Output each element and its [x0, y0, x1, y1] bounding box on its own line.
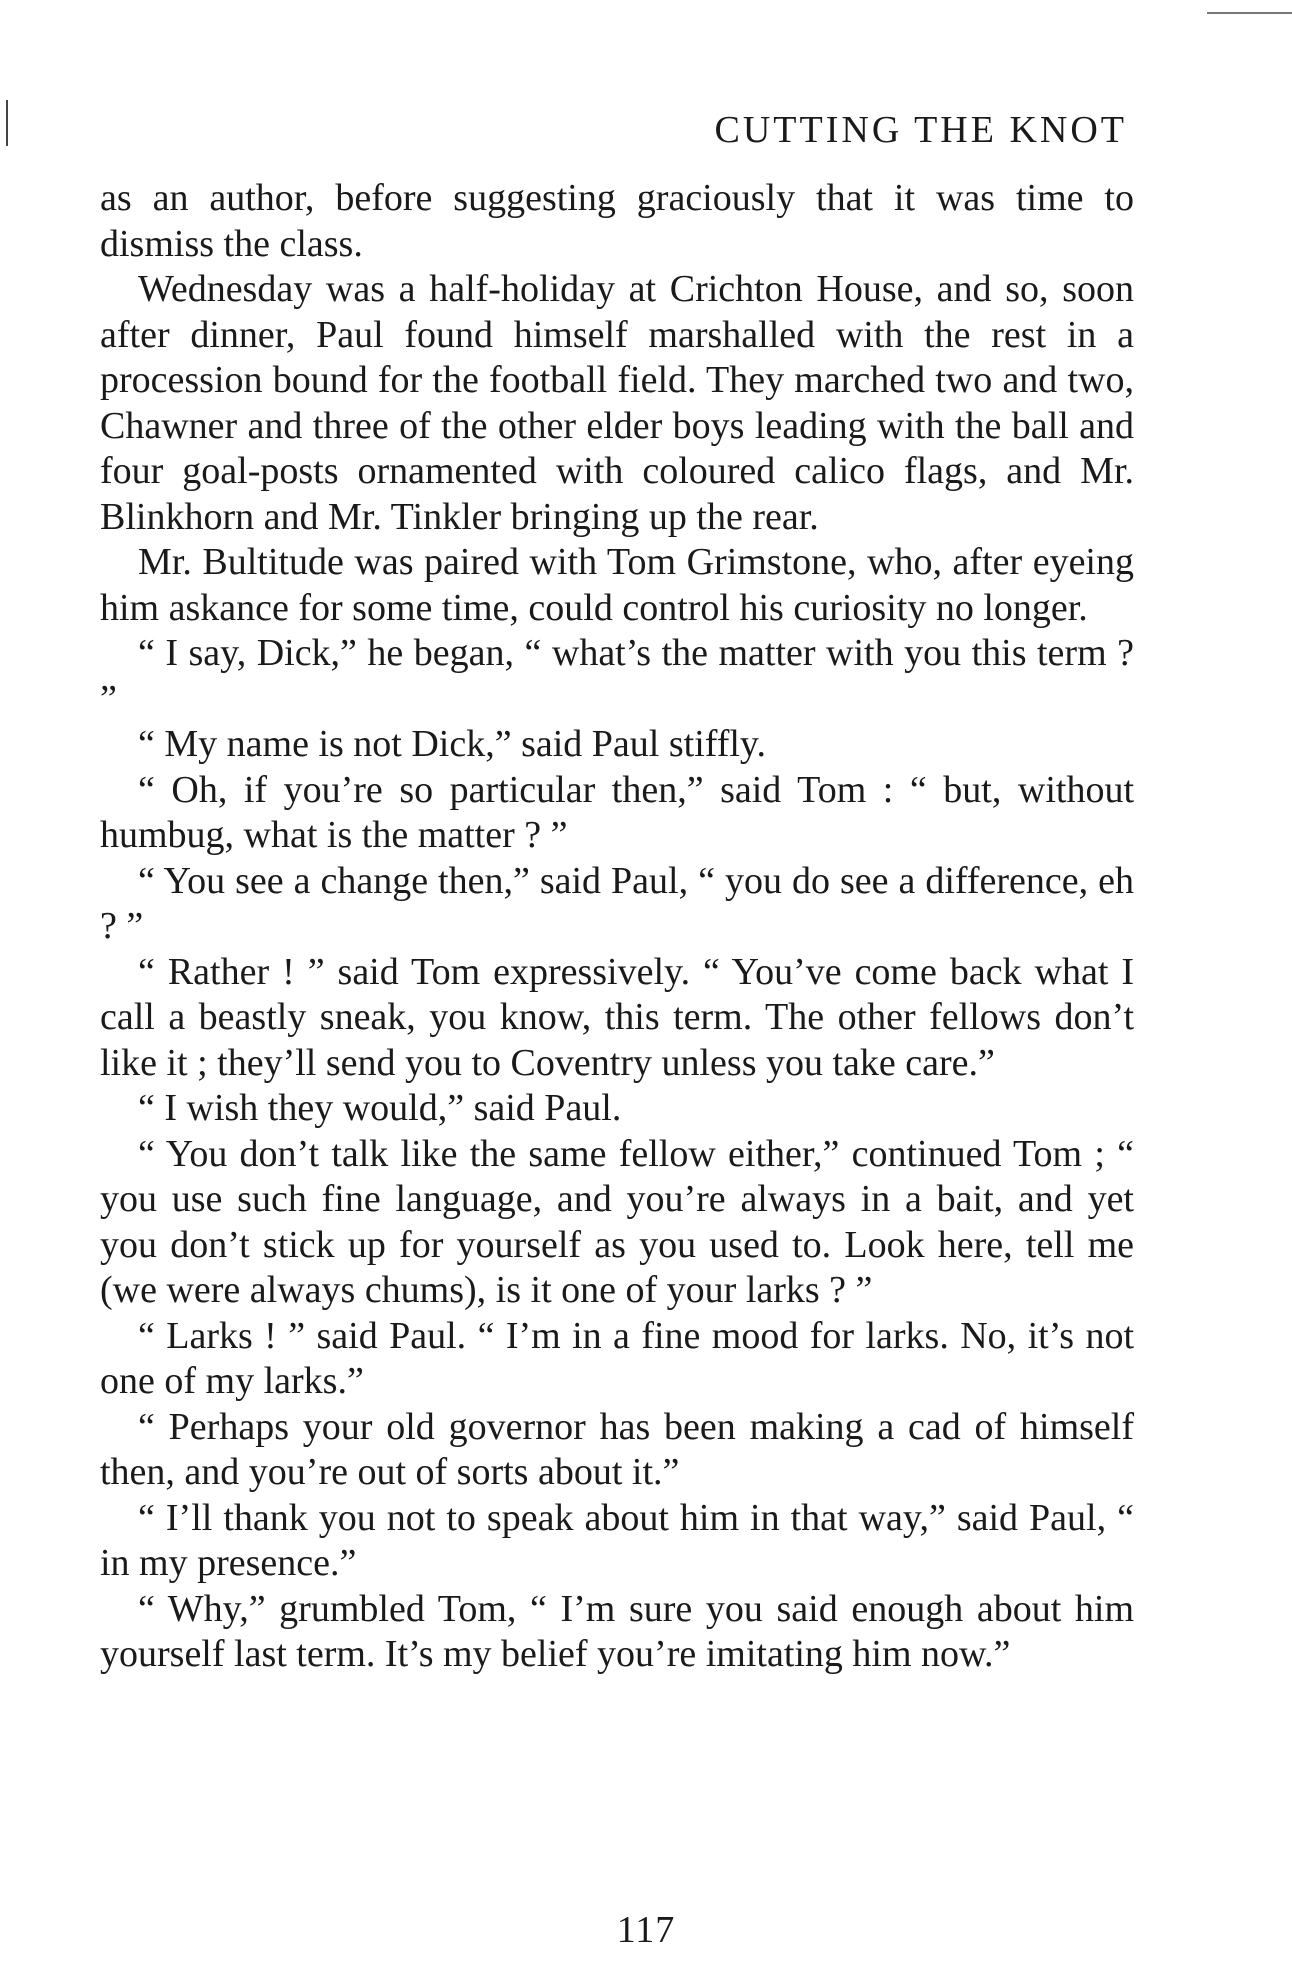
paragraph: “ Rather ! ” said Tom expressively. “ You’ve come back what I call a beastly sneak, you know, this term. The other fellows don’t like it ; they’ll send you to Coventry unless you take care.” — [100, 950, 1134, 1084]
paragraph: “ I’ll thank you not to speak about him in that way,” said Paul, “ in my presence.” — [100, 1496, 1134, 1584]
body-text — [100, 176, 1134, 1678]
paragraph: “ Oh, if you’re so particular then,” said Tom : “ but, without humbug, what is the matter ? ” — [100, 768, 1134, 856]
paragraph: “ You don’t talk like the same fellow either,” continued Tom ; “ you use such fine language, and you’re always in a bait, and yet you don’t stick up for yourself as you used to. Look here, tell me (we were always chums), is it one of your larks ? ” — [100, 1132, 1134, 1311]
paragraph: “ Larks ! ” said Paul. “ I’m in a fine mood for larks. No, it’s not one of my larks.” — [100, 1314, 1134, 1402]
page-number: 117 — [616, 1909, 676, 1951]
top-edge-rule — [1207, 12, 1292, 14]
paragraph: “ You see a change then,” said Paul, “ you do see a difference, eh ? ” — [100, 859, 1134, 947]
paragraph: “ Perhaps your old governor has been making a cad of himself then, and you’re out of sorts about it.” — [100, 1405, 1134, 1493]
paragraph: “ I say, Dick,” he began, “ what’s the matter with you this term ? ” — [100, 632, 1134, 720]
paragraph: Mr. Bultitude was paired with Tom Grimstone, who, after eyeing him askance for some time, could control his curiosity no longer. — [100, 541, 1134, 629]
paragraph: Wednesday was a half-holiday at Crichton House, and so, soon after dinner, Paul found himself marshalled with the rest in a procession bound for the football field. They marched two and two, Chawner and three of the other elder boys leading with the ball and four goal-posts ornamented with coloured calico flags, and Mr. Blinkhorn and Mr. Tinkler bringing up the rear. — [100, 268, 1134, 538]
paragraph: “ My name is not Dick,” said Paul stiffly. — [138, 723, 766, 765]
running-head: CUTTING THE KNOT — [714, 109, 1127, 151]
left-edge-mark — [6, 100, 8, 146]
paragraph-continued: as an author, before suggesting graciously that it was time to dismiss the class. — [100, 177, 1134, 265]
paragraph: “ Why,” grumbled Tom, “ I’m sure you said enough about him yourself last term. It’s my belief you’re imitating him now.” — [100, 1587, 1134, 1675]
paragraph: “ I wish they would,” said Paul. — [138, 1087, 622, 1129]
